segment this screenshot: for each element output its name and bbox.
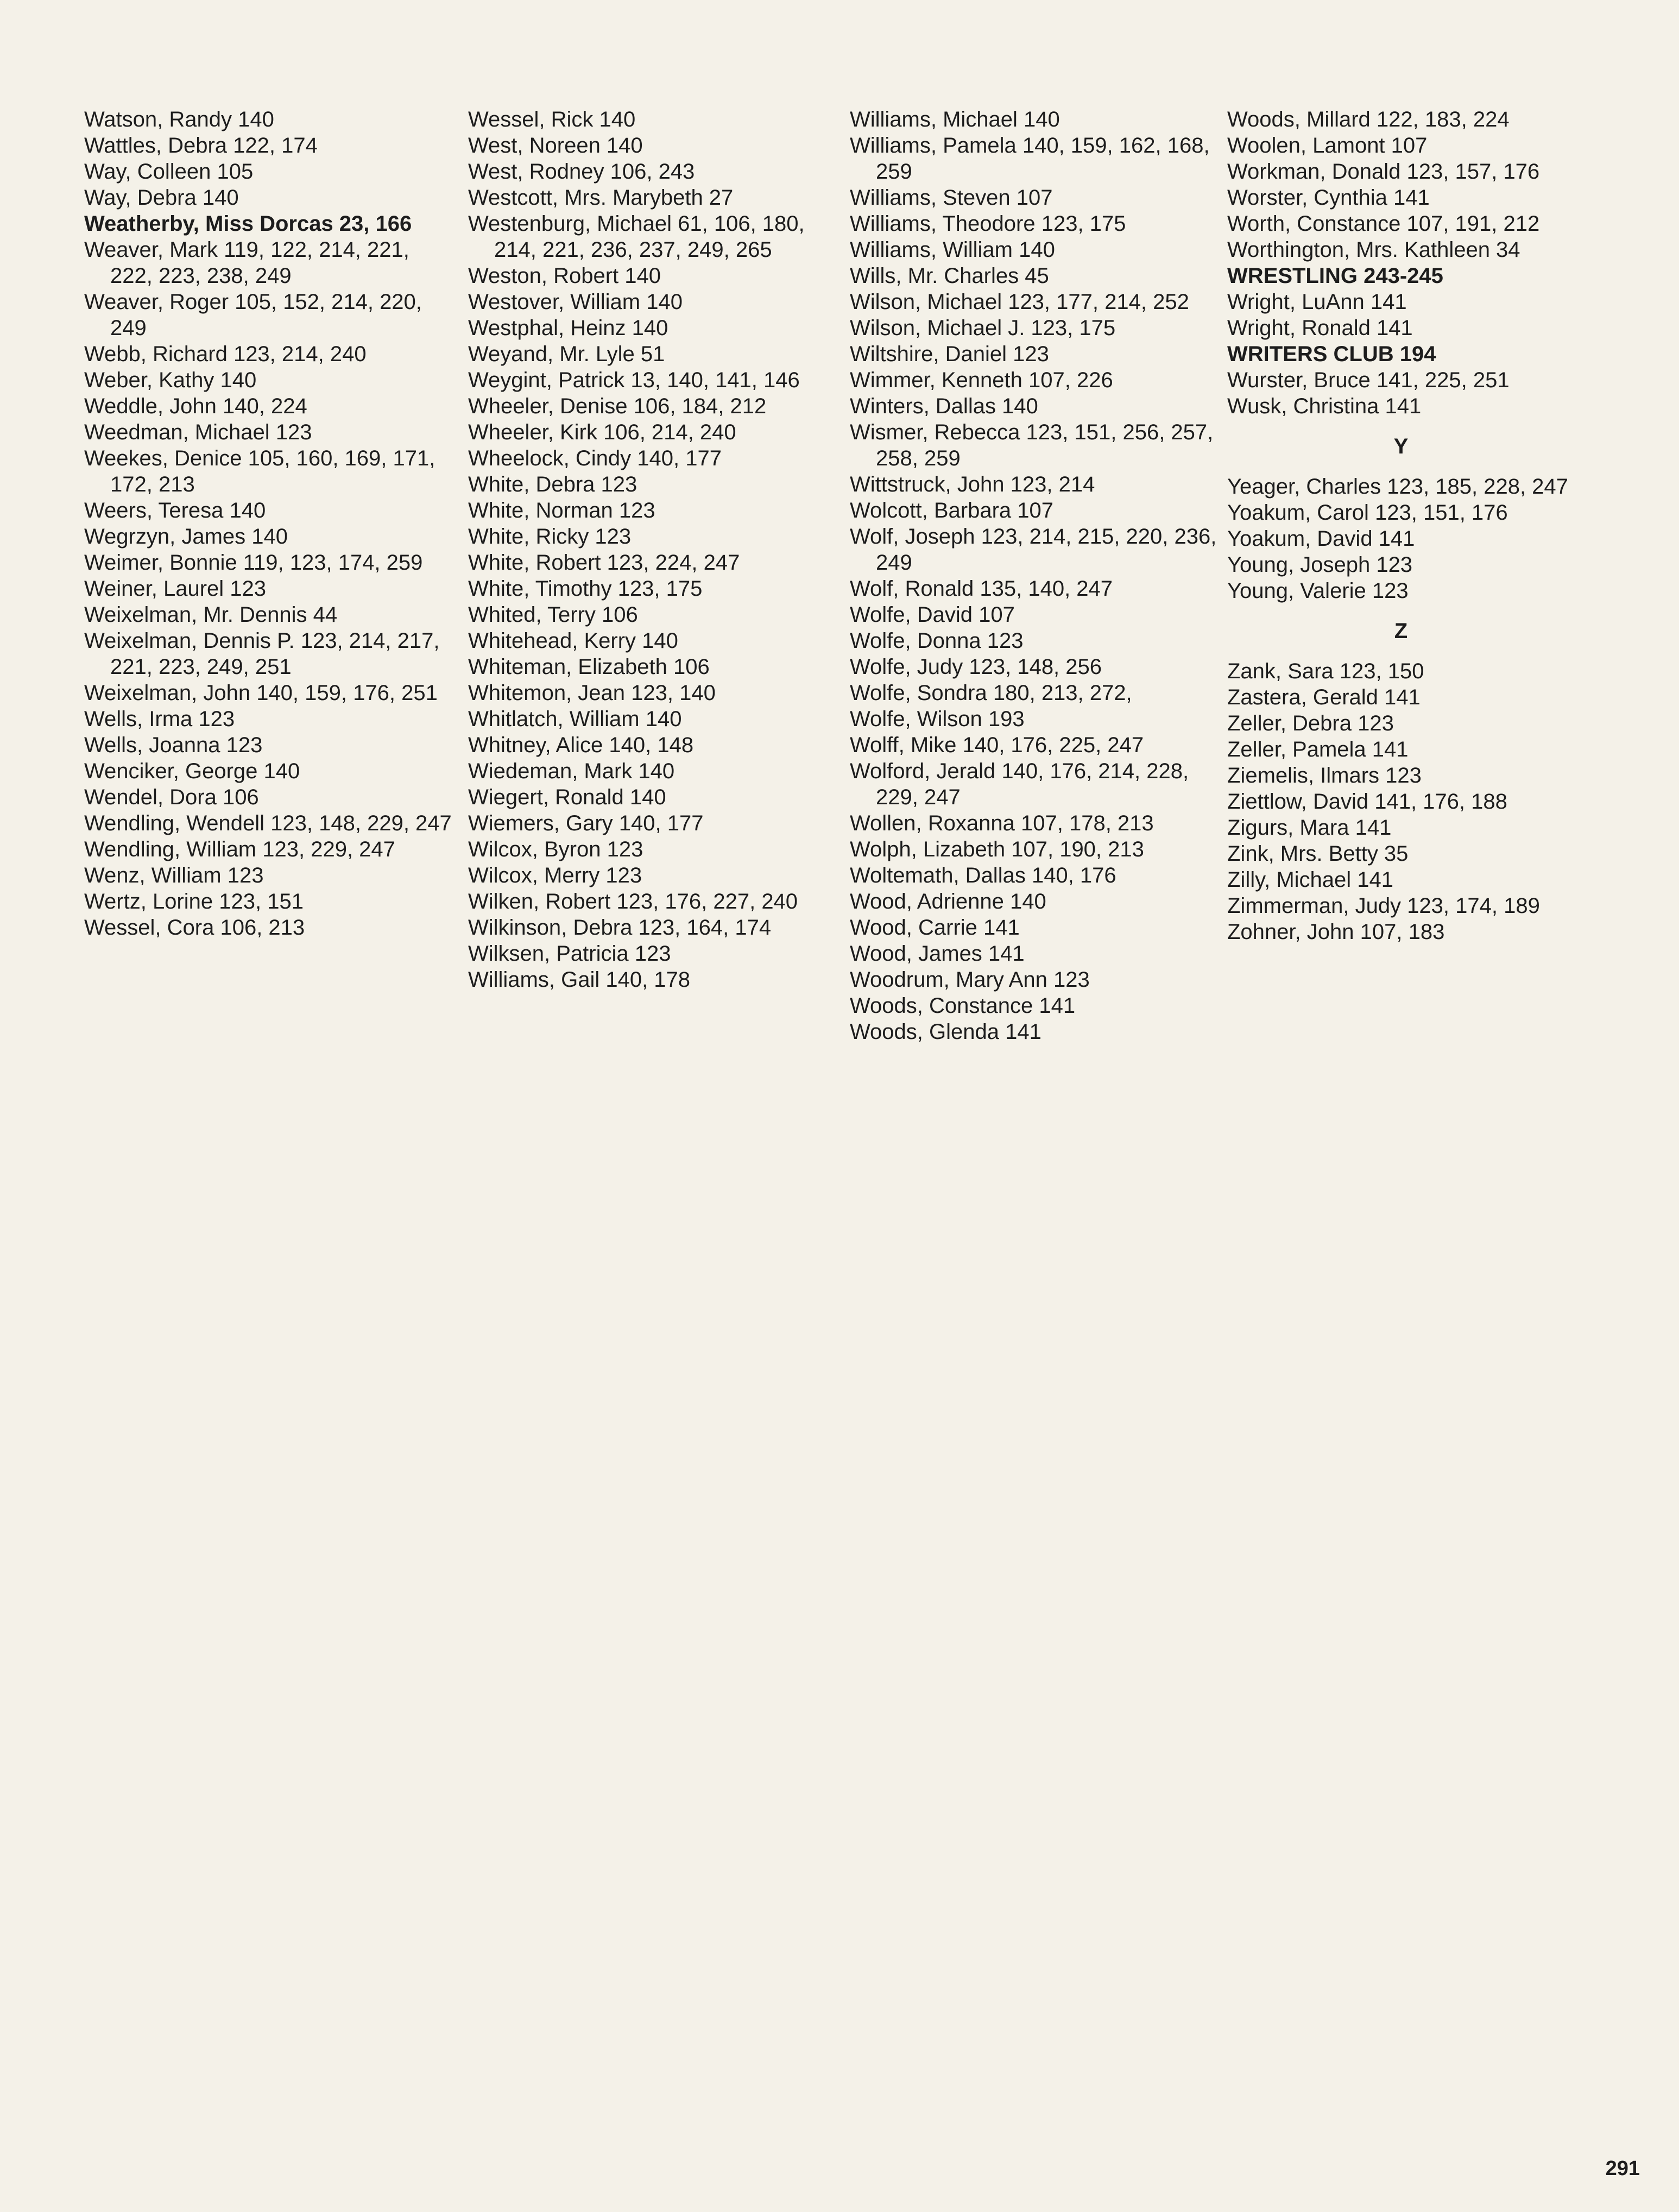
index-entry: Weddle, John 140, 224 xyxy=(84,394,307,418)
index-entry: Way, Colleen 105 xyxy=(84,160,254,184)
index-entry: Wills, Mr. Charles 45 xyxy=(850,264,1049,288)
index-entry: Wattles, Debra 122, 174 xyxy=(84,134,318,157)
index-entry: Wright, Ronald 141 xyxy=(1227,316,1413,340)
index-entry: Ziettlow, David 141, 176, 188 xyxy=(1227,790,1507,814)
index-entry: Zilly, Michael 141 xyxy=(1227,868,1394,892)
index-entry: Wolcott, Barbara 107 xyxy=(850,499,1054,522)
index-entry: Wertz, Lorine 123, 151 xyxy=(84,890,304,913)
section-letter: Z xyxy=(1394,619,1408,643)
index-entry: Wheelock, Cindy 140, 177 xyxy=(468,446,722,470)
index-entry: Yoakum, David 141 xyxy=(1227,527,1415,551)
index-entry: Westover, William 140 xyxy=(468,290,683,314)
index-entry: Wiemers, Gary 140, 177 xyxy=(468,811,704,835)
index-entry: Wittstruck, John 123, 214 xyxy=(850,472,1095,496)
index-entry: Wilcox, Byron 123 xyxy=(468,837,643,861)
index-entry: Weber, Kathy 140 xyxy=(84,368,257,392)
index-entry: Weygint, Patrick 13, 140, 141, 146 xyxy=(468,368,800,392)
index-entry: Woods, Millard 122, 183, 224 xyxy=(1227,108,1510,131)
index-column-3 xyxy=(850,106,1219,1045)
index-entry: West, Noreen 140 xyxy=(468,134,643,157)
index-column-1 xyxy=(84,106,453,941)
index-entry: Wilcox, Merry 123 xyxy=(468,864,642,887)
index-entry: Wegrzyn, James 140 xyxy=(84,525,288,549)
index-entry: Zeller, Debra 123 xyxy=(1227,711,1394,735)
index-entry: Wolfe, Judy 123, 148, 256 xyxy=(850,655,1102,679)
index-entry: WRITERS CLUB 194 xyxy=(1227,342,1436,366)
index-entry: Weatherby, Miss Dorcas 23, 166 xyxy=(84,212,412,236)
index-entry: Ziemelis, Ilmars 123 xyxy=(1227,764,1422,787)
index-entry: Weekes, Denice 105, 160, 169, 171, 172, 213 xyxy=(84,446,435,496)
index-entry: Young, Joseph 123 xyxy=(1227,553,1413,577)
index-entry: Woods, Glenda 141 xyxy=(850,1020,1042,1044)
section-letter: Y xyxy=(1393,434,1409,458)
index-entry: Wolford, Jerald 140, 176, 214, 228, 229, 247 xyxy=(850,759,1189,809)
index-entry: Webb, Richard 123, 214, 240 xyxy=(84,342,367,366)
index-entry: Westenburg, Michael 61, 106, 180, 214, 221, 236, 237, 249, 265 xyxy=(468,212,805,262)
index-entry: Wiedeman, Mark 140 xyxy=(468,759,675,783)
index-entry: Wilson, Michael J. 123, 175 xyxy=(850,316,1116,340)
index-entry: Wusk, Christina 141 xyxy=(1227,394,1422,418)
index-entry: Wessel, Rick 140 xyxy=(468,108,636,131)
index-entry: Wiegert, Ronald 140 xyxy=(468,785,666,809)
index-entry: Whiteman, Elizabeth 106 xyxy=(468,655,710,679)
index-entry: Woolen, Lamont 107 xyxy=(1227,134,1428,157)
index-entry: Yeager, Charles 123, 185, 228, 247 xyxy=(1227,475,1568,499)
index-entry: Wenz, William 123 xyxy=(84,864,264,887)
index-entry: Watson, Randy 140 xyxy=(84,108,274,131)
index-entry: Wolf, Ronald 135, 140, 247 xyxy=(850,577,1113,601)
index-entry: White, Debra 123 xyxy=(468,472,637,496)
index-entry: Williams, Michael 140 xyxy=(850,108,1060,131)
index-entry: Wilson, Michael 123, 177, 214, 252 xyxy=(850,290,1189,314)
index-entry: Worth, Constance 107, 191, 212 xyxy=(1227,212,1540,236)
index-entry: Wheeler, Kirk 106, 214, 240 xyxy=(468,420,736,444)
index-entry: White, Norman 123 xyxy=(468,499,655,522)
index-entry: Whitemon, Jean 123, 140 xyxy=(468,681,716,705)
page-number: 291 xyxy=(1605,2157,1640,2180)
index-entry: Whitehead, Kerry 140 xyxy=(468,629,678,653)
index-entry: Wollen, Roxanna 107, 178, 213 xyxy=(850,811,1154,835)
index-entry: Williams, Gail 140, 178 xyxy=(468,968,691,992)
index-entry: Wessel, Cora 106, 213 xyxy=(84,916,305,940)
index-entry: Weiner, Laurel 123 xyxy=(84,577,267,601)
index-entry: Zink, Mrs. Betty 35 xyxy=(1227,842,1409,866)
index-entry: Wood, Carrie 141 xyxy=(850,916,1020,940)
index-entry: Zohner, John 107, 183 xyxy=(1227,920,1445,944)
index-entry: Wilken, Robert 123, 176, 227, 240 xyxy=(468,890,798,913)
index-entry: WRESTLING 243-245 xyxy=(1227,264,1443,288)
index-column-2 xyxy=(468,106,837,993)
index-entry: Wood, James 141 xyxy=(850,942,1025,966)
index-entry: Weston, Robert 140 xyxy=(468,264,661,288)
index-entry: Whited, Terry 106 xyxy=(468,603,638,627)
index-entry: Wood, Adrienne 140 xyxy=(850,890,1046,913)
index-entry: Zimmerman, Judy 123, 174, 189 xyxy=(1227,894,1540,918)
index-entry: Yoakum, Carol 123, 151, 176 xyxy=(1227,501,1508,525)
index-entry: Way, Debra 140 xyxy=(84,186,239,210)
index-entry: Zeller, Pamela 141 xyxy=(1227,738,1409,761)
index-entry: Wolfe, Wilson 193 xyxy=(850,707,1025,731)
index-entry: Wendel, Dora 106 xyxy=(84,785,259,809)
index-entry: Woltemath, Dallas 140, 176 xyxy=(850,864,1116,887)
index-entry: Wells, Joanna 123 xyxy=(84,733,263,757)
index-entry: Wolph, Lizabeth 107, 190, 213 xyxy=(850,837,1144,861)
index-entry: West, Rodney 106, 243 xyxy=(468,160,695,184)
index-entry: Worthington, Mrs. Kathleen 34 xyxy=(1227,238,1520,262)
index-entry: Wolfe, David 107 xyxy=(850,603,1015,627)
index-entry: Weaver, Mark 119, 122, 214, 221, 222, 223, 238, 249 xyxy=(84,238,409,288)
index-entry: White, Timothy 123, 175 xyxy=(468,577,703,601)
index-entry: Workman, Donald 123, 157, 176 xyxy=(1227,160,1540,184)
index-entry: Young, Valerie 123 xyxy=(1227,579,1409,603)
index-entry: Wurster, Bruce 141, 225, 251 xyxy=(1227,368,1510,392)
index-entry: Weyand, Mr. Lyle 51 xyxy=(468,342,665,366)
index-entry: Wells, Irma 123 xyxy=(84,707,235,731)
index-entry: Wolfe, Donna 123 xyxy=(850,629,1024,653)
index-entry: Zigurs, Mara 141 xyxy=(1227,816,1392,840)
index-entry: Westphal, Heinz 140 xyxy=(468,316,668,340)
index-entry: Winters, Dallas 140 xyxy=(850,394,1038,418)
index-entry: Williams, Steven 107 xyxy=(850,186,1053,210)
index-entry: Williams, Pamela 140, 159, 162, 168, 259 xyxy=(850,134,1210,184)
index-entry: Wilkinson, Debra 123, 164, 174 xyxy=(468,916,772,940)
index-entry: Wilksen, Patricia 123 xyxy=(468,942,671,966)
index-entry: Wolff, Mike 140, 176, 225, 247 xyxy=(850,733,1144,757)
index-entry: Weimer, Bonnie 119, 123, 174, 259 xyxy=(84,551,423,575)
index-entry: Wheeler, Denise 106, 184, 212 xyxy=(468,394,767,418)
index-entry: Wendling, Wendell 123, 148, 229, 247 xyxy=(84,811,452,835)
index-entry: Wolfe, Sondra 180, 213, 272, xyxy=(850,681,1132,705)
index-entry: Wright, LuAnn 141 xyxy=(1227,290,1407,314)
index-entry: White, Ricky 123 xyxy=(468,525,632,549)
index-entry: Woods, Constance 141 xyxy=(850,994,1076,1018)
index-entry: Weixelman, John 140, 159, 176, 251 xyxy=(84,681,438,705)
index-entry: Weixelman, Dennis P. 123, 214, 217, 221, 223, 249, 251 xyxy=(84,629,440,679)
index-entry: Whitney, Alice 140, 148 xyxy=(468,733,694,757)
index-entry: Weers, Teresa 140 xyxy=(84,499,266,522)
index-entry: White, Robert 123, 224, 247 xyxy=(468,551,740,575)
index-entry: Wismer, Rebecca 123, 151, 256, 257, 258, 259 xyxy=(850,420,1214,470)
index-entry: Williams, Theodore 123, 175 xyxy=(850,212,1126,236)
index-entry: Westcott, Mrs. Marybeth 27 xyxy=(468,186,734,210)
index-entry: Weedman, Michael 123 xyxy=(84,420,312,444)
index-entry: Wimmer, Kenneth 107, 226 xyxy=(850,368,1113,392)
index-entry: Zank, Sara 123, 150 xyxy=(1227,659,1424,683)
index-column-4 xyxy=(1227,106,1596,945)
index-entry: Worster, Cynthia 141 xyxy=(1227,186,1430,210)
index-entry: Wiltshire, Daniel 123 xyxy=(850,342,1049,366)
index-entry: Weixelman, Mr. Dennis 44 xyxy=(84,603,338,627)
index-entry: Woodrum, Mary Ann 123 xyxy=(850,968,1090,992)
index-entry: Wendling, William 123, 229, 247 xyxy=(84,837,395,861)
index-entry: Williams, William 140 xyxy=(850,238,1055,262)
index-entry: Zastera, Gerald 141 xyxy=(1227,685,1421,709)
index-entry: Wenciker, George 140 xyxy=(84,759,300,783)
index-entry: Weaver, Roger 105, 152, 214, 220, 249 xyxy=(84,290,422,340)
index-entry: Wolf, Joseph 123, 214, 215, 220, 236, 249 xyxy=(850,525,1217,575)
index-entry: Whitlatch, William 140 xyxy=(468,707,682,731)
